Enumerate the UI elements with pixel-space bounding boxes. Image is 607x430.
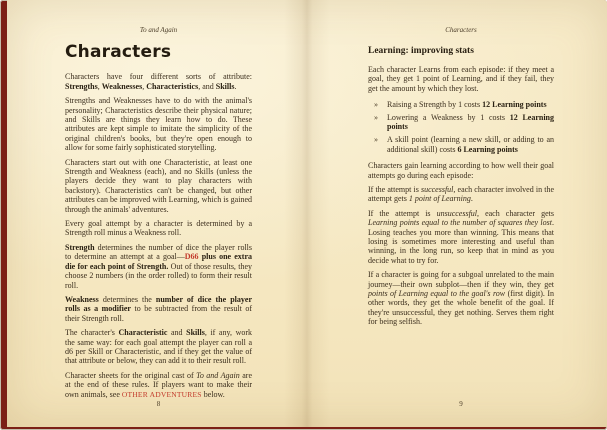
paragraph (65, 219, 252, 238)
page-right (307, 0, 607, 427)
text-segment: , (142, 81, 147, 91)
text-segment: Characteristics (146, 81, 199, 91)
list-item (374, 100, 554, 109)
paragraph (368, 270, 554, 326)
text-segment: Characters gain learning according to how well their goal attempts go during each episode: (368, 161, 554, 180)
text-segment: The character's (65, 328, 119, 338)
text-segment: and (167, 328, 187, 338)
text-segment: To and Again (196, 370, 240, 380)
paragraph (65, 371, 252, 399)
text-segment: , (97, 81, 102, 91)
paragraph (65, 243, 252, 290)
bullet-icon: » (374, 113, 378, 122)
text-segment: Strengths and Weaknesses have to do with the animal's personality; Characteristics describe their physical nature; and Skills are things they learn how to do. These attributes are kept simple to imitate the simplicity of the original children's books, but they're open enough to allow for some fairly sophisticated storytelling. (65, 96, 252, 153)
text-segment: 1 point of Learning (408, 194, 471, 204)
text-segment: Raising a Strength by 1 costs (387, 100, 483, 110)
running-head-right: Characters (445, 26, 477, 34)
paragraph (65, 72, 252, 91)
text-segment: , and (198, 81, 216, 91)
list-item-text (387, 100, 547, 109)
text-segment: Skills (186, 328, 205, 338)
bullet-icon: » (374, 135, 378, 145)
chapter-heading: Characters (65, 42, 172, 62)
text-segment: Each character Learns from each episode: if they meet a goal, they get 1 point of Learning, and if they fail, they get the amount by which they lost. (368, 64, 554, 93)
text-segment: Learning points equal to the number of squares they lost (368, 218, 552, 228)
text-segment: to be subtracted from the result of their Strength roll. (65, 304, 252, 323)
text-segment: (first digit). In other words, they get the whole benefit of the goal. If they're unsuccessful, they get nothing. Serves them right for being selfish. (368, 289, 554, 327)
page-number-right: 9 (459, 400, 463, 408)
cross-reference-link[interactable]: OTHER ADVENTURES (121, 389, 202, 399)
text-segment: Characters have four different sorts of attribute: (65, 72, 252, 82)
text-segment: are at the end of these rules. If players want to make their own animals, see (65, 370, 253, 399)
body-copy-right (368, 65, 554, 327)
body-copy-left (65, 72, 252, 399)
cross-reference-link[interactable]: D66 (184, 252, 199, 262)
list-item (374, 135, 554, 154)
list-item-text (387, 135, 554, 153)
text-segment: Strength (65, 242, 95, 252)
text-segment: Out of those results, they choose 2 numbers (in the order rolled) to form their result roll. (65, 261, 252, 290)
text-segment: plus one extra die for each point of Strength. (65, 252, 253, 271)
text-segment: number of dice the player rolls as a modifier (65, 294, 253, 314)
text-segment: unsuccessful (436, 208, 478, 218)
text-segment: Character sheets for the original cast of (65, 370, 197, 380)
paragraph (368, 65, 554, 93)
book-cover-edge-left (0, 0, 7, 430)
text-segment: determines the number of dice the player rolls to determine an attempt at a goal— (65, 242, 252, 262)
text-segment: below. (201, 389, 225, 399)
text-segment: If a character is going for a subgoal unrelated to the main journey—their own subplot—then if they win, they get (368, 270, 554, 289)
text-segment: Skills (215, 81, 235, 91)
text-segment: , each character involved in the attempt gets (368, 184, 554, 204)
text-segment: 6 Learning points (457, 144, 518, 154)
running-head-left: To and Again (139, 26, 178, 34)
text-segment: Lowering a Weakness by 1 costs (387, 113, 510, 122)
list-item-text (387, 113, 554, 131)
text-segment: Strengths (65, 81, 98, 91)
paragraph (65, 328, 252, 366)
text-segment: points of Learning equal to the goal's row (368, 289, 506, 298)
page-left (7, 0, 307, 427)
text-segment: Weaknesses (101, 81, 143, 91)
text-segment: . (470, 194, 473, 204)
text-segment: 12 Learning points (387, 113, 554, 132)
text-segment: 12 Learning points (482, 100, 547, 110)
paragraph (65, 158, 252, 214)
text-segment: Characters start out with one Characteristic, at least one Strength and Weakness (each), and no Skills (unless the players decide they want to play characters with backstory). Characteristics can't be changed, but other attributes can be improved with Learning, which is gained through the animals' adventures. (65, 157, 252, 214)
text-segment: Every goal attempt by a character is determined by a Strength roll minus a Weakness roll. (65, 219, 252, 238)
text-segment: , if any, work the same way: for each goal attempt the player can roll a d6 per Skill or Characteristic, and if they get the value of that attribute or below, they can add it to their result roll. (65, 328, 253, 366)
text-segment: . Losing teaches you more than winning. This means that losing is sometimes more interesting and useful than winning, in the long run, so keep that in mind as you decide what to try for. (368, 218, 554, 265)
paragraph (65, 96, 252, 152)
text-segment: . (234, 81, 237, 91)
paragraph (368, 161, 554, 180)
page-spread (7, 0, 607, 427)
text-segment: A skill point (learning a new skill, or adding to an additional skill) costs (387, 135, 554, 154)
paragraph (65, 295, 252, 323)
text-segment: , each character gets (477, 208, 554, 218)
text-segment: determines the (98, 294, 156, 304)
text-segment: If the attempt is (368, 208, 437, 218)
page-number-left: 8 (156, 400, 161, 408)
page-right-content (368, 26, 554, 327)
text-segment: successful (420, 184, 454, 194)
section-heading: Learning: improving stats (368, 46, 474, 56)
paragraph (368, 185, 554, 204)
learning-costs-list (374, 100, 554, 154)
paragraph (368, 209, 554, 265)
page-left-content (65, 26, 252, 399)
bullet-icon: » (374, 100, 378, 110)
text-segment: Weakness (65, 294, 99, 304)
text-segment: If the attempt is (368, 184, 421, 194)
list-item (374, 113, 554, 132)
text-segment: Characteristic (118, 328, 168, 338)
